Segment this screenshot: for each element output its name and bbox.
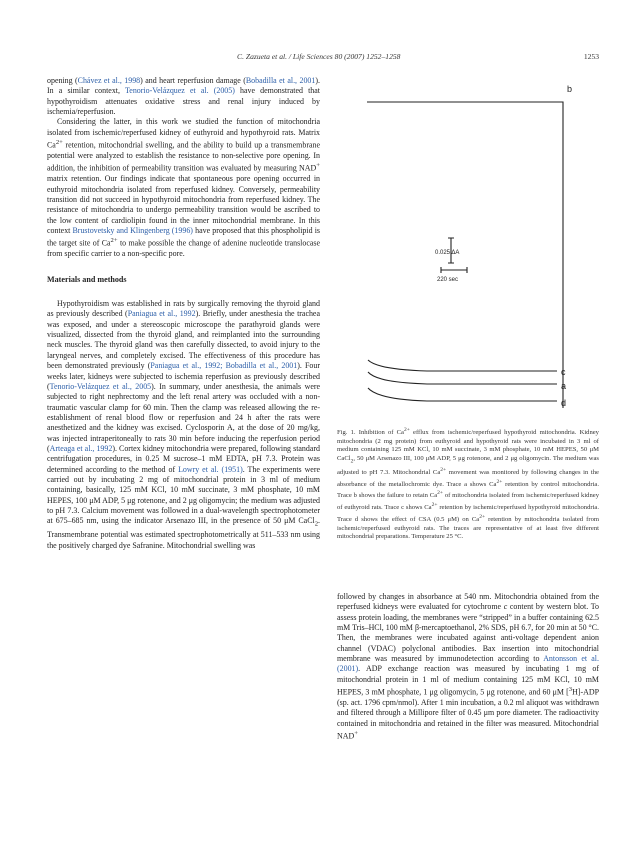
methods-paragraph: Hypothyroidism was established in rats by surgically removing the thyroid gland as previously described (Paniagua et al., 1992). Briefly, under anesthesia the trachea was exposed, and under a stereoscopic microscope the parathyroid glands were visualized, dissected from the thyroid gland, and reimplanted into the surrounding neck muscles. The thyroid gland was then carefully dissected, to avoid injury to the laryngeal nerves, and completely excised. The effectiveness of this procedure has been demonstrated previously (Paniagua et al., 1992; Bobadilla et al., 2001). Four weeks later, kidneys were subjected to ischemia reperfusion as previously described (Tenorio-Velázquez et al., 2005). In summary, under anesthesia, the animals were subjected to right nephrectomy and the left renal artery was occluded with a non-traumatic vascular clamp for 60 min. Then the clamp was released allowing the re-establishment of renal blood flow or reperfusion and 24 h after the rats were anesthetized and the kidney was excised. Cyclosporin A, at the dose of 20 mg/kg, was injected intraperitoneally to rats 30 min before inducing the reperfusion period (Arteaga et al., 1992). Cortex kidney mitochondria were prepared, following standard centrifugation procedures, in 0.25 M sucrose–1 mM EDTA, pH 7.3. Protein was determined according to the method of Lowry et al. (1951). The experiments were carried out by incubating 2 mg of mitochondrial protein in 3 ml of medium containing, basically, 125 mM KCl, 10 mM succinate, 3 mM phosphate, 10 mM HEPES, 100 μM ADP, 5 μg rotenone, and 2 μg oligomycin; the medium was adjusted to pH 7.3. Calcium movement was followed in a dual-wavelength spectrophotometer at 675–685 nm, using the indicator Arsenazo III, in the presence of 50 μM CaCl$_2$. Transmembrane potential was estimated spectrophotometrically at 511–533 nm using the positively charged dye Safranine. Mitochondrial swelling was	[47, 299, 321, 550]
right-column	[337, 592, 599, 742]
scale-label-absorbance: 0.025 ΔA	[435, 250, 460, 256]
citation-link[interactable]: Tenorio-Velázquez et al. (2005)	[125, 86, 235, 96]
intro-paragraph-end: opening (Chávez et al., 1998) and heart reperfusion damage (Bobadilla et al., 2001). In a similar context, Tenorio-Velázquez et al. (2005) have demonstrated that hypothyroidism attenuates oxidative stress and renal injury induced by ischemia/reperfusion.	[47, 76, 321, 117]
citation-link[interactable]: Chávez et al., 1998	[77, 76, 141, 85]
figure-caption: Fig. 1. Inhibition of $Ca^{2+}$ efflux from ischemic/reperfused hypothyroid mitochondria. Kidney mitochondria (2 mg protein) from euthyroid and hypothyroid rats were incubated in 3 ml of medium containing 125 mM KCl, 10 mM succinate, 3 mM phosphate, 10 mM HEPES, 50 μM CaCl$_2$, 50 μM Arsenazo III, 100 μM ADP, 5 μg rotenone, and 2 μg oligomycin. The medium was adjusted to pH 7.3. Mitochondrial $Ca^{2+}$ movement was monitored by following changes in the absorbance of the metallochromic dye. Trace a shows $Ca^{2+}$ retention by control mitochondria. Trace b shows the failure to retain $Ca^{2+}$ of mitochondria isolated from ischemic/reperfused kidney of euthyroid rats. Trace c shows $Ca^{2+}$ retention by ischemic/reperfused hypothyroid mitochondria. Trace d shows the effect of CSA (0.5 μM) on $Ca^{2+}$ retention by mitochondria isolated from ischemic/reperfused euthyroid rats. The traces are representative of at least five different mitochondrial preparations. Temperature 25 °C.	[337, 427, 600, 541]
trace-label-d: d	[561, 398, 567, 408]
figure-1-traces	[337, 78, 599, 416]
citation-link[interactable]: Brustovetsky and Klingenberg (1996)	[72, 226, 193, 236]
citation-link[interactable]: Lowry et al. (1951)	[178, 464, 243, 474]
citation-link[interactable]: Paniagua et al., 1992	[127, 309, 196, 319]
trace-label-b: b	[567, 84, 573, 94]
trace-b	[367, 102, 563, 408]
trace-d	[368, 388, 557, 401]
citation-link[interactable]: Antonsson et al. (2001)	[337, 654, 599, 674]
citation-link[interactable]: Bobadilla et al., 2001	[245, 76, 316, 85]
trace-c	[368, 360, 557, 371]
citation-link[interactable]: Arteaga et al., 1992	[49, 443, 113, 453]
running-header	[237, 52, 599, 61]
scale-bar-time	[441, 267, 467, 273]
trace-a	[368, 372, 557, 384]
running-title: C. Zazueta et al. / Life Sciences 80 (2007) 1252–1258	[237, 52, 401, 61]
section-heading: Materials and methods	[47, 274, 127, 284]
methods-continued-paragraph: followed by changes in absorbance at 540 nm. Mitochondria obtained from the reperfused kidneys were evaluated for cytochrome c content by western blot. To assess protein loading, the membranes were “stripped” in a buffer containing 62.5 mM Tris–HCl, 100 mM β-mercaptoethanol, 2% SDS, pH 6.7, for 20 min at 50 °C. Then, the membranes were incubated against anti-voltage dependent anion channel (VDAC) polyclonal antibodies. Bax insertion into mitochondrial membrane was measured by immunodetection according to Antonsson et al. (2001). ADP exchange reaction was measured by incubating 1 mg of mitochondrial protein in 1 ml of medium containing 125 mM KCl, 10 mM HEPES, 3 mM phosphate, 1 μg oligomycin, 5 μg rotenone, and 60 μM [$^3$H]-ADP (sp. act. 1796 cpm/nmol). After 1 min incubation, a 0.2 ml aliquot was withdrawn and filtered through a Millipore filter of 0.45 μm pore diameter. The radioactivity contained in mitochondria and retained in the filter was measured. Mitochondrial NAD+	[337, 592, 599, 741]
citation-link[interactable]: Tenorio-Velázquez et al., 2005	[49, 381, 152, 391]
scale-label-time: 220 sec	[437, 277, 459, 283]
aims-paragraph: Considering the latter, in this work we studied the function of mitochondria isolated from ischemic/reperfused kidney of euthyroid and hypothyroid rats. Matrix $Ca^{2+}$ retention, mitochondrial swelling, and the ability to build up a transmembrane potential were analyzed to establish the resistance to non-selective pore opening. In addition, the inhibition of permeability transition was evaluated by measuring NAD+ matrix retention. Our findings indicate that spontaneous pore opening occurred in euthyroid mitochondria isolated from reperfused kidney. Conversely, permeability transition did not succeed in hypothyroid mitochondria from reperfused kidney. The resistance of mitochondria to undergo permeability transition would be ascribed to the low content of cardiolipin found in the inner mitochondrial membrane. In this context Brustovetsky and Klingenberg (1996) have proposed that this phospholipid is the target site of $Ca^{2+}$ to make possible the change of adenine nucleotide translocase from specific carrier to a non-specific pore.	[47, 117, 321, 259]
left-column	[47, 76, 320, 551]
trace-label-a: a	[561, 381, 567, 391]
citation-link[interactable]: Paniagua et al., 1992; Bobadilla et al., 2001	[150, 361, 298, 371]
page-number: 1253	[583, 52, 599, 61]
trace-label-c: c	[561, 367, 566, 377]
